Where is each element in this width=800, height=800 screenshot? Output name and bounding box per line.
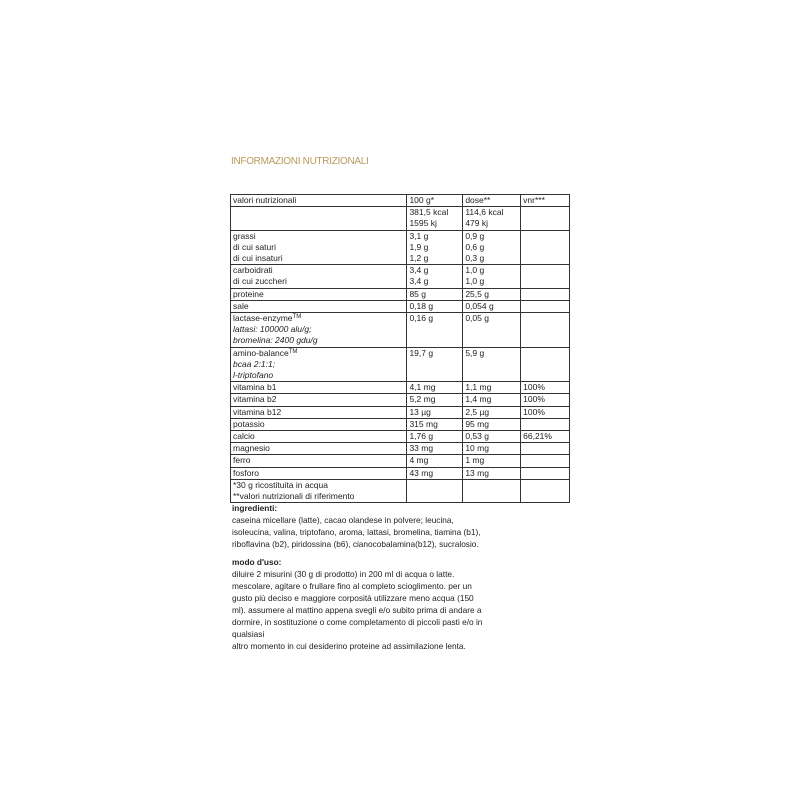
row-label: di cui insaturi (233, 253, 283, 264)
usage-line: dormire, in sostituzione o come completamento di piccoli pasti e/o in (232, 617, 483, 627)
row-label: calcio (231, 431, 407, 443)
row-sublabel: bromelina: 2400 gdu/g (233, 335, 318, 346)
ingredients-line: isoleucina, valina, triptofano, aroma, lattasi, bromelina, tiamina (b1), (232, 527, 481, 537)
row-sublabel: lattasi: 100000 alu/g; (233, 324, 312, 335)
fat-labels-cell (231, 230, 407, 265)
empty-cell (521, 479, 570, 502)
ingredients-line: riboflavina (b2), piridossina (b6), cianocobalamina(b12), sucralosio. (232, 539, 479, 549)
row-label: vitamina b2 (231, 394, 407, 406)
fat-row (231, 230, 570, 265)
value: 0,05 g (463, 313, 521, 348)
lactase-label-cell (231, 313, 407, 348)
table-row (231, 406, 570, 418)
usage-line: qualsiasi (232, 629, 265, 639)
energy-dose-cell (463, 207, 521, 230)
vnr-value (521, 418, 570, 430)
carbs-dose-cell (463, 265, 521, 288)
value: 1,2 g (409, 253, 429, 264)
table-row (231, 431, 570, 443)
value: 33 mg (407, 443, 463, 455)
value: 0,9 g (465, 230, 485, 241)
header-cell: vnr*** (521, 195, 570, 207)
row-label: sale (231, 300, 407, 312)
value: 13 mg (463, 467, 521, 479)
value: 85 g (407, 288, 463, 300)
header-cell: valori nutrizionali (231, 195, 407, 207)
value: 114,6 kcal (465, 207, 504, 218)
row-label: grassi (233, 230, 256, 241)
usage-line: gusto più deciso e maggiore corposità utilizzare meno acqua (150 (232, 593, 474, 603)
table-row (231, 455, 570, 467)
table-row (231, 467, 570, 479)
footnote-cell (231, 479, 407, 502)
value: 43 mg (407, 467, 463, 479)
vnr-value: 100% (521, 394, 570, 406)
trademark: TM (288, 348, 298, 355)
empty-cell (407, 479, 463, 502)
value: 13 µg (407, 406, 463, 418)
row-label: proteine (231, 288, 407, 300)
carbs-row (231, 265, 570, 288)
footnote: *30 g ricostituita in acqua (233, 479, 328, 490)
row-label-text: lactase-enzyme (233, 313, 293, 324)
empty-cell (521, 230, 570, 265)
value: 0,53 g (463, 431, 521, 443)
ingredients-line: caseina micellare (latte), cacao olandese in polvere; leucina, (232, 515, 454, 525)
table-row (231, 418, 570, 430)
value: 0,16 g (407, 313, 463, 348)
nutrition-table (230, 194, 570, 503)
value: 0,054 g (463, 300, 521, 312)
carbs-labels-cell (231, 265, 407, 288)
energy-row (231, 207, 570, 230)
row-label-text: amino-balance (233, 347, 289, 358)
footnote-row (231, 479, 570, 502)
vnr-value: 100% (521, 406, 570, 418)
row-label: di cui zuccheri (233, 276, 287, 287)
header-cell: 100 g* (407, 195, 463, 207)
footnote: **valori nutrizionali di riferimento (233, 491, 355, 502)
usage-heading: modo d'uso: (232, 557, 282, 567)
row-label: di cui saturi (233, 241, 276, 252)
amino-label-cell (231, 347, 407, 382)
value: 19,7 g (407, 347, 463, 382)
value: 1595 kj (409, 218, 437, 229)
fat-per100-cell (407, 230, 463, 265)
row-label: vitamina b1 (231, 382, 407, 394)
value: 315 mg (407, 418, 463, 430)
value: 479 kj (465, 218, 488, 229)
vnr-value: 66,21% (521, 431, 570, 443)
row-label: fosforo (231, 467, 407, 479)
carbs-per100-cell (407, 265, 463, 288)
value: 381,5 kcal (409, 207, 449, 218)
value: 0,6 g (465, 241, 485, 252)
value: 5,9 g (463, 347, 521, 382)
salt-row (231, 300, 570, 312)
empty-cell (521, 288, 570, 300)
table-header-row (231, 195, 570, 207)
value: 1,9 g (409, 241, 429, 252)
value: 1 mg (463, 455, 521, 467)
usage-line: ml). assumere al mattino appena svegli e/o subito prima di andare a (232, 605, 482, 615)
trademark: TM (292, 314, 302, 321)
usage-line: altro momento in cui desiderino proteine ad assimilazione lenta. (232, 641, 466, 651)
energy-per100-cell (407, 207, 463, 230)
header-cell: dose** (463, 195, 521, 207)
value: 4 mg (407, 455, 463, 467)
value: 10 mg (463, 443, 521, 455)
empty-cell (521, 300, 570, 312)
protein-row (231, 288, 570, 300)
amino-row (231, 347, 570, 382)
row-label: carboidrati (233, 265, 273, 276)
table-row (231, 443, 570, 455)
value: 1,0 g (465, 265, 485, 276)
row-sublabel: bcaa 2:1:1; (233, 358, 276, 369)
fat-dose-cell (463, 230, 521, 265)
lactase-row (231, 313, 570, 348)
empty-cell (521, 207, 570, 230)
value: 2,5 µg (463, 406, 521, 418)
row-label: potassio (231, 418, 407, 430)
row-label: ferro (231, 455, 407, 467)
table-row (231, 382, 570, 394)
value: 1,4 mg (463, 394, 521, 406)
empty-cell (463, 479, 521, 502)
value: 0,3 g (465, 253, 485, 264)
empty-cell (521, 265, 570, 288)
empty-cell (521, 313, 570, 348)
value: 3,4 g (409, 276, 429, 287)
ingredients-heading: ingredienti: (232, 503, 278, 513)
value: 3,1 g (409, 230, 429, 241)
vnr-value (521, 455, 570, 467)
row-label: magnesio (231, 443, 407, 455)
row-sublabel: l-triptofano (233, 370, 274, 381)
row-label (233, 348, 404, 359)
table-row (231, 394, 570, 406)
usage-section (232, 556, 485, 652)
empty-cell (521, 347, 570, 382)
value: 5,2 mg (407, 394, 463, 406)
value: 1,1 mg (463, 382, 521, 394)
value: 1,76 g (407, 431, 463, 443)
vnr-value (521, 467, 570, 479)
row-label (233, 313, 404, 324)
energy-label-cell (231, 207, 407, 230)
value: 25,5 g (463, 288, 521, 300)
row-label: vitamina b12 (231, 406, 407, 418)
value: 0,18 g (407, 300, 463, 312)
value: 95 mg (463, 418, 521, 430)
vnr-value (521, 443, 570, 455)
vnr-value: 100% (521, 382, 570, 394)
ingredients-section (232, 502, 485, 550)
page-title: INFORMAZIONI NUTRIZIONALI (231, 156, 369, 167)
usage-line: mescolare, agitare o frullare fino al completo scioglimento. per un (232, 581, 472, 591)
value: 3,4 g (409, 265, 429, 276)
value: 4,1 mg (407, 382, 463, 394)
usage-line: diluire 2 misurini (30 g di prodotto) in 200 ml di acqua o latte. (232, 569, 455, 579)
value: 1,0 g (465, 276, 485, 287)
